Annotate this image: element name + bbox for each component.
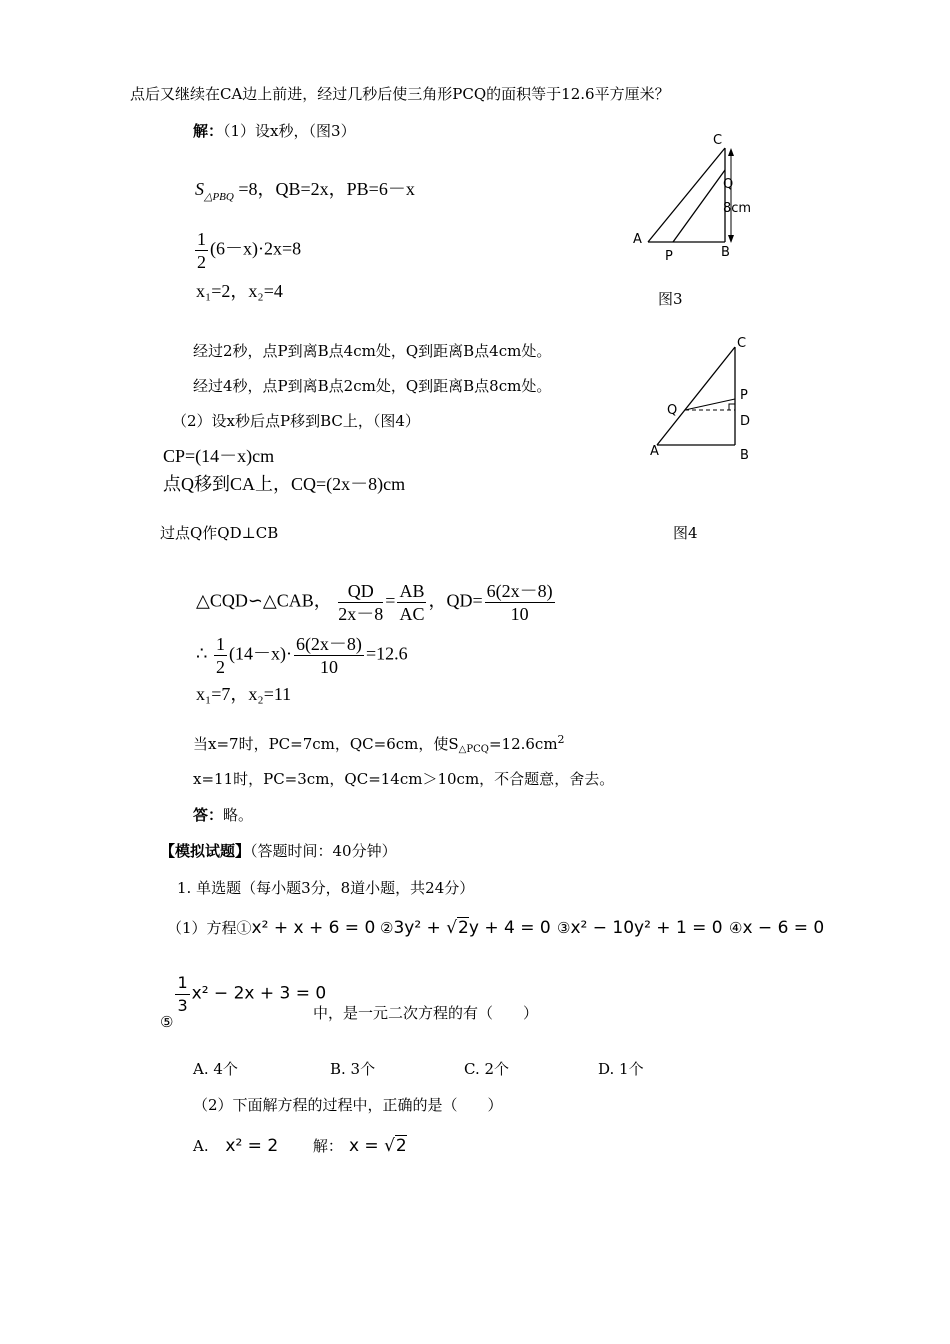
fig3-label-b: B <box>721 245 730 260</box>
part1-note1: 经过2秒，点P到离B点4cm处，Q到距离B点4cm处。 <box>193 342 552 360</box>
fig4-label-b: B <box>740 448 749 463</box>
answer-line <box>193 805 253 825</box>
fig4-label-q: Q <box>667 403 678 418</box>
circle-5: ⑤ <box>160 1012 174 1031</box>
fig4-caption: 图4 <box>673 524 698 542</box>
circle-2: ② <box>380 919 394 937</box>
mock-time: （答题时间：40分钟） <box>250 842 397 860</box>
part1-note2: 经过4秒，点P到离B点2cm处，Q到距离B点8cm处。 <box>193 377 552 395</box>
q2-a-label: A. <box>193 1137 209 1155</box>
fig3-label-p: P <box>665 249 673 264</box>
q1-sqrt2: 2 <box>458 918 469 938</box>
frac-num: 1 <box>197 229 206 249</box>
fig3-label-a: A <box>633 232 642 247</box>
option-c: C. 2个 <box>464 1060 510 1078</box>
option-b: B. 3个 <box>330 1060 376 1078</box>
q2-option-a: A. x² = 2 解： x = √2 <box>193 1136 407 1156</box>
q1-eq2a: 3y² + <box>393 918 447 938</box>
qd-eq: ，QD= <box>428 590 483 611</box>
q1-eq2-wrap: ②3y² + √2y + 4 = 0 <box>380 918 551 938</box>
qd-num: QD <box>338 580 383 603</box>
q2-a-sol: 解： <box>312 1137 343 1155</box>
ac-den: AC <box>399 604 425 624</box>
area-den: 10 <box>319 657 338 677</box>
note1-b: =12.6cm <box>488 735 558 753</box>
option-d: D. 1个 <box>598 1060 644 1078</box>
note1-sub: △PCQ <box>458 744 489 755</box>
q2-a-ans: x = <box>348 1136 385 1156</box>
part2-note1 <box>193 734 565 757</box>
eq5-den: 3 <box>177 996 188 1015</box>
cq-equation: 点Q移到CA上，CQ=(2x－8)cm <box>163 474 406 494</box>
area-rhs: =12.6 <box>365 643 408 664</box>
mock-header <box>160 841 397 861</box>
half-den: 2 <box>215 657 225 677</box>
area-line: =8，QB=2x，PB=6－x <box>238 179 415 199</box>
similar-text: △CQD∽△CAB， <box>196 590 332 611</box>
part2-roots: x₁=7，x₂=11 <box>196 684 292 704</box>
answer-label: 答： <box>193 806 224 824</box>
section1-title: 1. 单选题（每小题3分，8道小题，共24分） <box>177 879 475 897</box>
q1-eq4-wrap <box>729 918 824 938</box>
mock-title: 【模拟试题】 <box>160 842 251 860</box>
draw-perpendicular: 过点Q作QD⊥CB <box>160 524 279 542</box>
solution-label: 解： <box>193 122 224 140</box>
area-num: 6(2x－8) <box>295 634 362 654</box>
q1-eq3: x² − 10y² + 1 = 0 <box>570 918 723 938</box>
area-equation: $S_{\triangle PBQ} =8$，QB=2x，PB=6－x <box>195 179 415 203</box>
area-equation-2 <box>196 633 408 678</box>
eq-rest: (6－x)·2x=8 <box>210 238 302 259</box>
part2-intro: （2）设x秒后点P移到BC上，（图4） <box>172 412 420 430</box>
q1-eq3-wrap <box>557 918 723 938</box>
q1-prefix: （1）方程① <box>167 919 252 937</box>
fig4-label-p: P <box>740 388 748 403</box>
intro-line: 点后又继续在CA边上前进，经过几秒后使三角形PCQ的面积等于12.6平方厘米？ <box>130 85 670 103</box>
q1-eq1: x² + x + 6 = 0 <box>251 918 376 938</box>
figure-4-diagram <box>645 335 760 465</box>
q2-a-eq: x² = 2 <box>225 1136 279 1156</box>
therefore-symbol: ∴ <box>196 643 208 664</box>
figure-3-diagram <box>628 130 758 265</box>
fig3-label-q: Q <box>723 177 734 192</box>
similar-equation: △CQD∽△CAB， $\frac{QD}{2x-8}$ = $\frac{AB}{AC}$ ，QD= $\frac{6(2x-8)}{10}$ <box>196 581 553 624</box>
note1-a: 当x=7时，PC=7cm，QC=6cm，使S <box>193 735 459 753</box>
q2-a-sqrt: 2 <box>395 1136 407 1156</box>
part1-intro: （1）设x秒，（图3） <box>223 122 356 140</box>
fig3-label-c: C <box>713 133 723 148</box>
fig4-label-a: A <box>650 444 659 459</box>
eq5-num: 1 <box>175 972 189 995</box>
solution-header <box>193 121 356 141</box>
qd-den: 2x－8 <box>338 604 384 624</box>
cp-equation: CP=(14－x)cm <box>163 446 275 466</box>
qd-val-num: 6(2x－8) <box>486 581 553 601</box>
fig3-label-8cm: 8cm <box>723 201 752 216</box>
qd-val-den: 10 <box>510 604 529 624</box>
q1-eq5: x² − 2x + 3 = 0 <box>191 983 327 1004</box>
half-num: 1 <box>215 634 225 654</box>
q2-line: （2）下面解方程的过程中，正确的是（ ） <box>193 1096 503 1114</box>
q1-eq4: x − 6 = 0 <box>742 918 825 938</box>
q1-tail: 中，是一元二次方程的有（ ） <box>313 1004 539 1022</box>
part1-roots: x₁=2，x₂=4 <box>196 281 283 301</box>
part2-note2: x=11时，PC=3cm，QC=14cm＞10cm，不合题意，舍去。 <box>193 770 615 788</box>
fig3-caption: 图3 <box>658 290 683 308</box>
note1-sup: 2 <box>557 733 565 746</box>
answer-text: 略。 <box>223 806 254 824</box>
fig4-label-c: C <box>737 336 747 351</box>
fig4-label-d: D <box>740 414 751 429</box>
option-a: A. 4个 <box>193 1060 238 1078</box>
area-mid: (14－x)· <box>228 643 292 664</box>
circle-3: ③ <box>557 919 571 937</box>
ab-num: AB <box>399 581 425 601</box>
q1-eq5-wrap <box>160 972 327 1031</box>
half-equation <box>193 228 301 273</box>
frac-den: 2 <box>197 252 206 272</box>
q1-line <box>167 918 375 938</box>
circle-4: ④ <box>729 919 743 937</box>
q1-eq2b: y + 4 = 0 <box>468 918 551 938</box>
